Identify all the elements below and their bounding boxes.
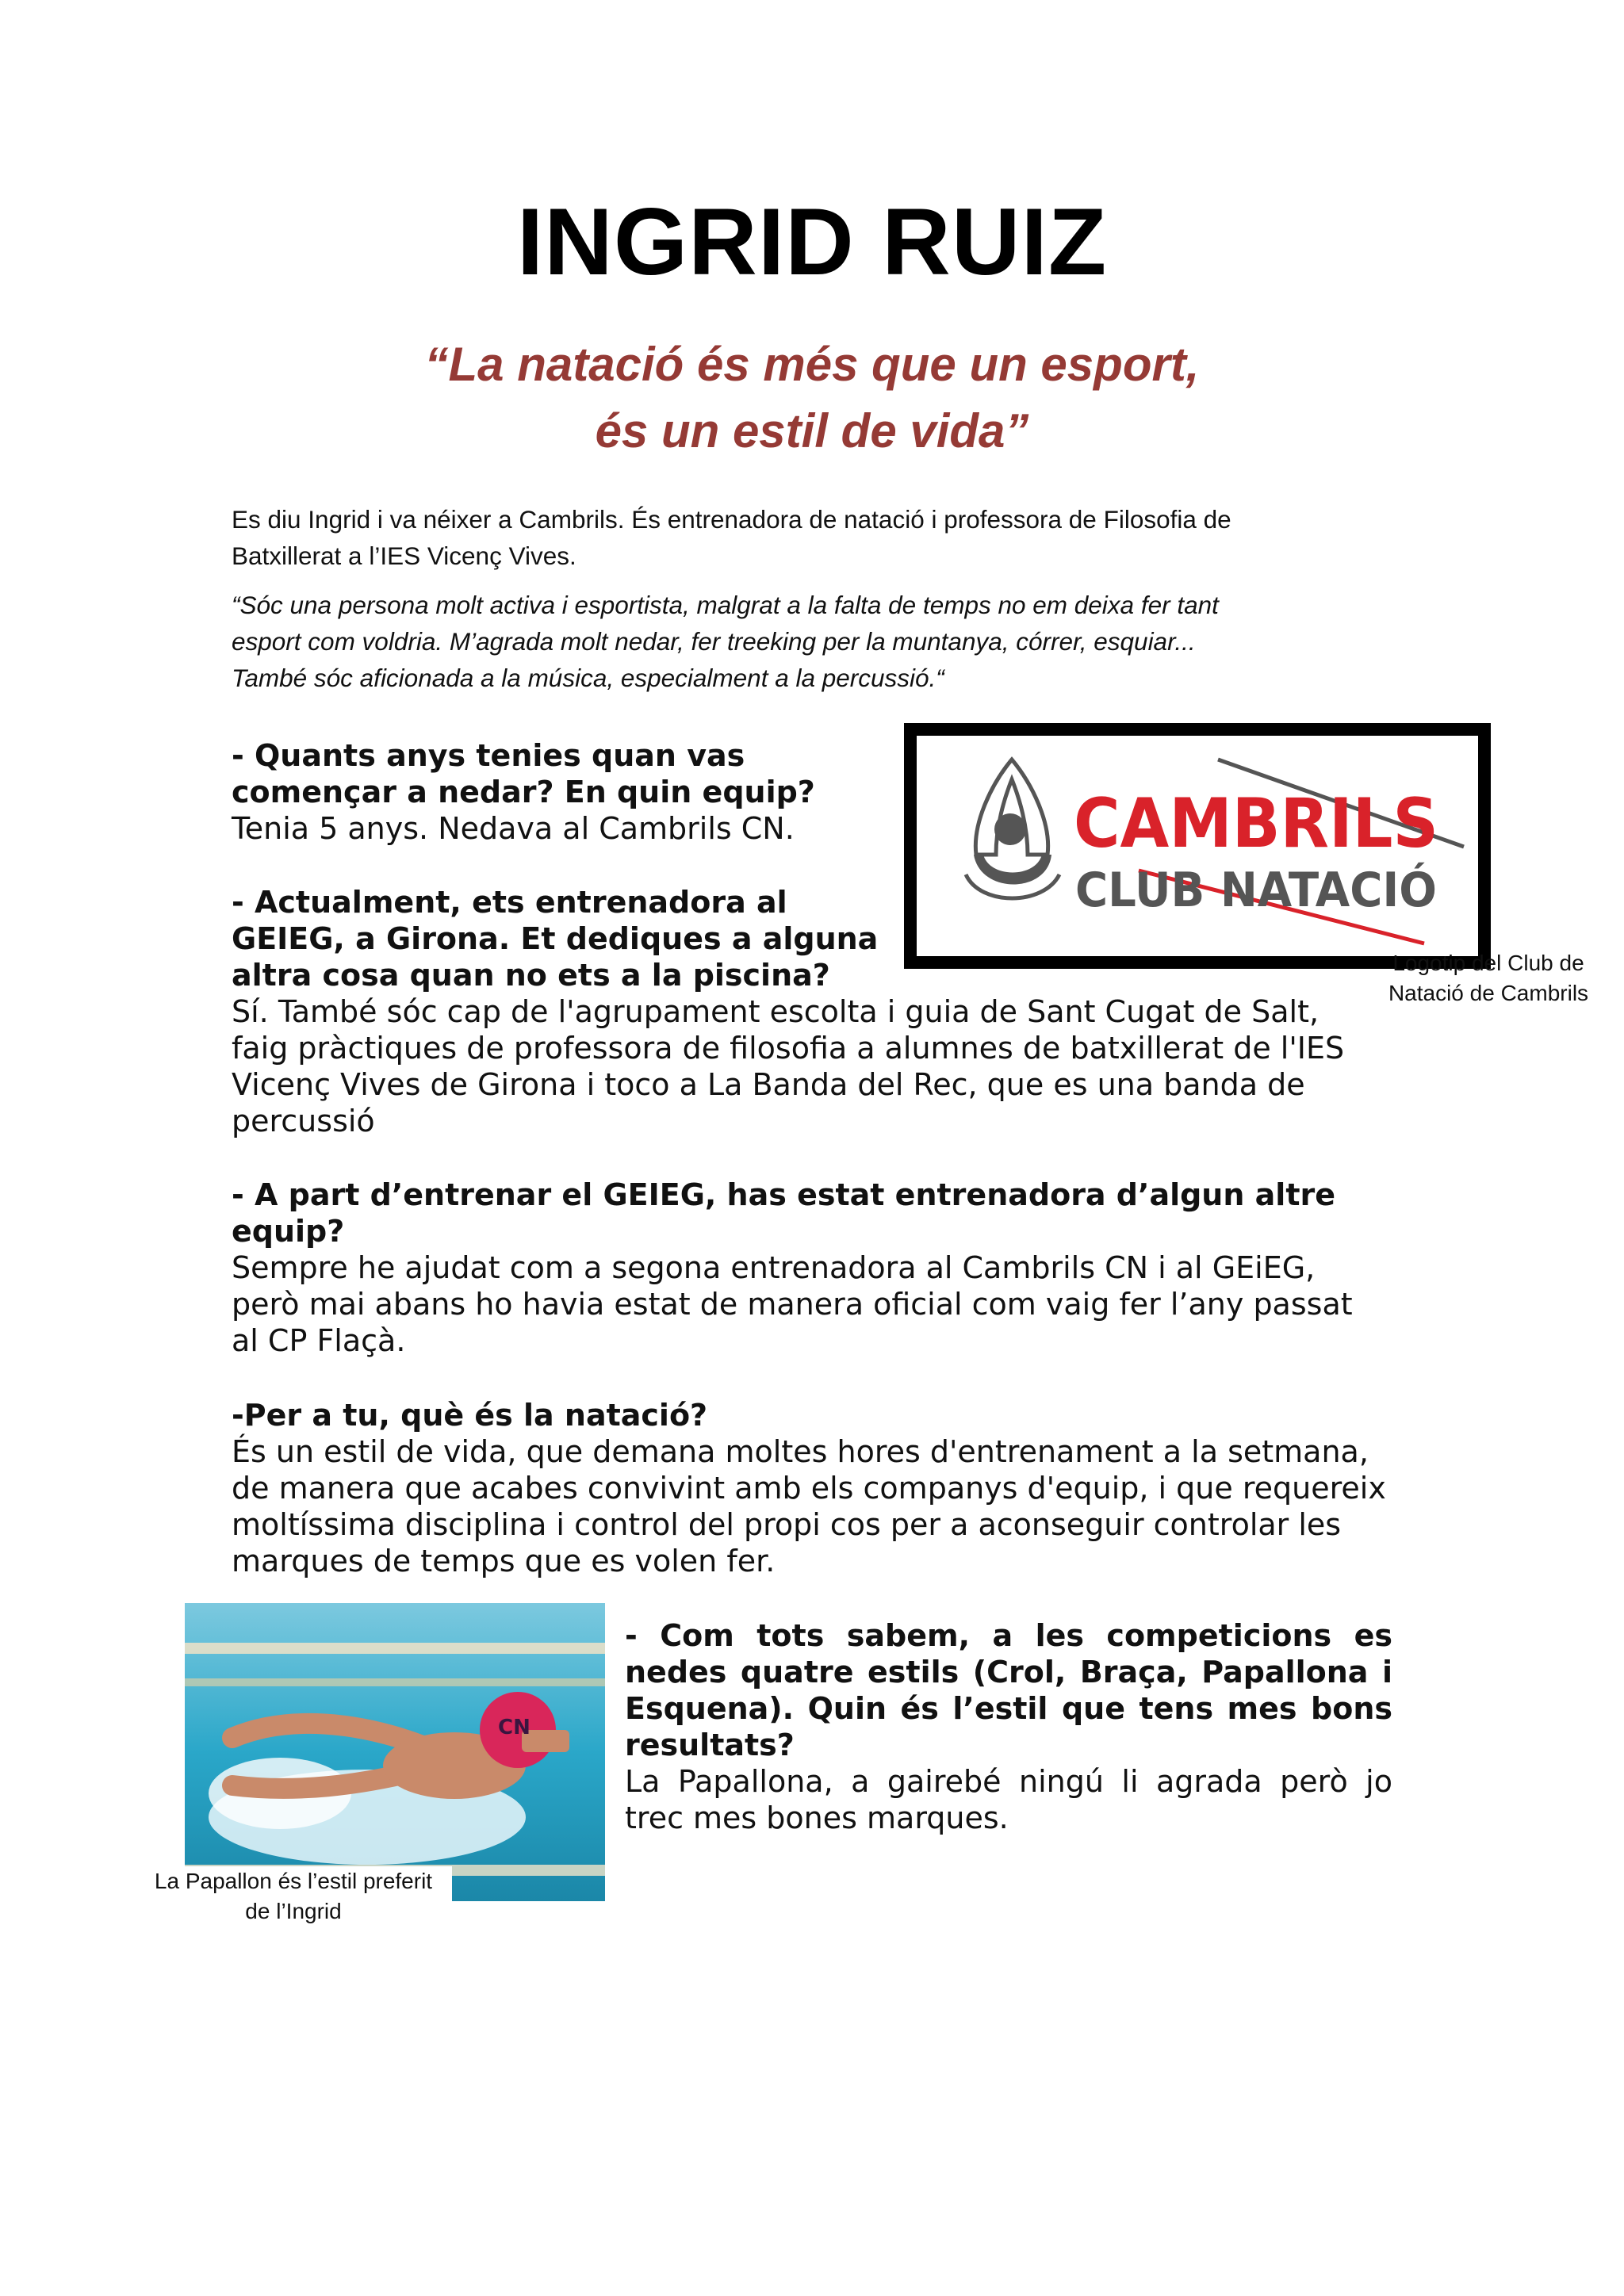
question-line: - Com tots sabem, a les competicions es bbox=[625, 1618, 1392, 1653]
answer-line: Sí. També sóc cap de l'agrupament escolta i guia de Sant Cugat de Salt, bbox=[232, 994, 1320, 1029]
interview-question-4 bbox=[232, 1397, 1397, 1579]
question-line: - Actualment, ets entrenadora al bbox=[232, 885, 787, 920]
swim-cap-text: CN bbox=[498, 1716, 530, 1739]
interview-question-2 bbox=[232, 884, 1397, 1139]
caption-line: Natació de Cambrils bbox=[1388, 981, 1589, 1005]
photo-caption bbox=[135, 1866, 452, 1927]
answer-line: marques de temps que es volen fer. bbox=[232, 1544, 776, 1578]
question-line: altra cosa quan no ets a la piscina? bbox=[232, 958, 830, 993]
quote-line-2: és un estil de vida” bbox=[595, 404, 1029, 457]
answer-line: faig pràctiques de professora de filosofia a alumnes de batxillerat de l'IES bbox=[232, 1031, 1345, 1066]
headline-quote bbox=[0, 331, 1624, 465]
question-line: resultats? bbox=[625, 1728, 795, 1762]
caption-line: de l’Ingrid bbox=[245, 1899, 342, 1923]
interview-question-5 bbox=[625, 1617, 1392, 1836]
swimmer-photo-image bbox=[185, 1603, 605, 1901]
answer-line: És un estil de vida, que demana moltes hores d'entrenament a la setmana, bbox=[232, 1434, 1369, 1469]
interview-question-3 bbox=[232, 1177, 1397, 1359]
answer-line: La Papallona, a gairebé ningú li agrada però jo bbox=[625, 1764, 1392, 1799]
answer-line: percussió bbox=[232, 1104, 375, 1138]
quote-line-1: “La natació és més que un esport, bbox=[424, 338, 1200, 391]
answer-line: trec mes bones marques. bbox=[625, 1800, 1009, 1835]
question-line: equip? bbox=[232, 1214, 345, 1249]
butterfly-swimmer-photo bbox=[185, 1603, 605, 1901]
intro-quote-line: esport com voldria. M’agrada molt nedar, fer treeking per la muntanya, córrer, esquiar... bbox=[232, 627, 1196, 656]
question-line: - Quants anys tenies quan vas bbox=[232, 738, 745, 773]
logo-text-top: CAMBRILS bbox=[1074, 784, 1438, 863]
question-line: -Per a tu, què és la natació? bbox=[232, 1398, 708, 1433]
logo-caption bbox=[1365, 948, 1611, 1008]
intro-line: Es diu Ingrid i va néixer a Cambrils. És entrenadora de natació i professora de Filosofia de bbox=[232, 505, 1231, 534]
answer-line: Tenia 5 anys. Nedava al Cambrils CN. bbox=[232, 811, 795, 846]
answer-line: Sempre he ajudat com a segona entrenadora al Cambrils CN i al GEiEG, bbox=[232, 1250, 1316, 1285]
answer-line: al CP Flaçà. bbox=[232, 1323, 406, 1358]
intro-paragraph bbox=[232, 501, 1365, 574]
intro-quote-line: “Sóc una persona molt activa i esportista, malgrat a la falta de temps no em deixa fer tant bbox=[232, 591, 1219, 619]
answer-line: però mai abans ho havia estat de manera oficial com vaig fer l’any passat bbox=[232, 1287, 1353, 1322]
page-title: INGRID RUIZ bbox=[516, 189, 1108, 295]
answer-line: Vicenç Vives de Girona i toco a La Banda del Rec, que es una banda de bbox=[232, 1067, 1305, 1102]
question-line: GEIEG, a Girona. Et dediques a alguna bbox=[232, 921, 879, 956]
question-line: Esquena). Quin és l’estil que tens mes bons bbox=[625, 1691, 1392, 1726]
answer-line: moltíssima disciplina i control del propi cos per a aconseguir controlar les bbox=[232, 1507, 1342, 1542]
question-line: nedes quatre estils (Crol, Braça, Papallona i bbox=[625, 1655, 1392, 1689]
caption-line: La Papallon és l’estil preferit bbox=[154, 1869, 433, 1893]
question-line: - A part d’entrenar el GEIEG, has estat entrenadora d’algun altre bbox=[232, 1177, 1335, 1212]
caption-line: Logotip del Club de bbox=[1392, 951, 1584, 975]
answer-line: de manera que acabes convivint amb els companys d'equip, i que requereix bbox=[232, 1471, 1386, 1506]
intro-quote-line: També sóc aficionada a la música, especialment a la percussió.“ bbox=[232, 664, 944, 692]
intro-line: Batxillerat a l’IES Vicenç Vives. bbox=[232, 541, 576, 570]
logo-text-bottom: CLUB NATACIÓ bbox=[1075, 863, 1462, 918]
question-line: començar a nedar? En quin equip? bbox=[232, 775, 815, 809]
intro-quote-paragraph bbox=[232, 587, 1365, 696]
interview-question-1 bbox=[232, 737, 914, 847]
